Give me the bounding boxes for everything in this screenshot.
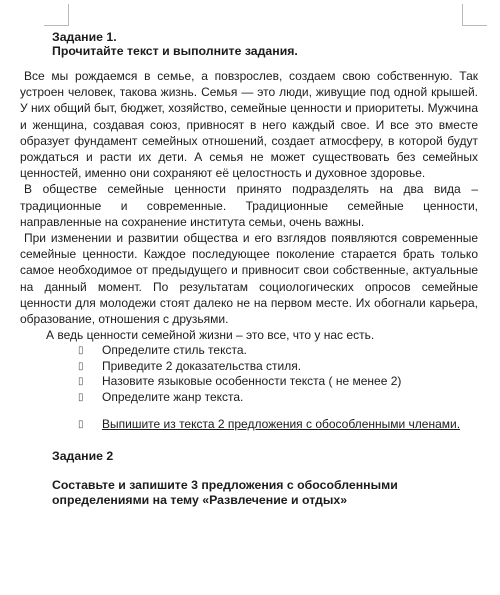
bullet-icon: ▯ [78,419,84,431]
task-list [78,343,478,433]
task-text: Назовите языковые особенности текста ( не менее 2) [102,374,402,389]
task-text: Определите стиль текста. [102,343,247,358]
task-1-title: Задание 1. [52,30,117,44]
task-text: Приведите 2 доказательства стиля. [102,358,302,373]
crop-mark-right-vertical [462,4,463,26]
bullet-icon: ▯ [78,345,84,357]
task-item [78,359,478,375]
task-2-body: Составьте и запишите 3 предложения с обособленными определениями на тему «Развлечение и отдых» [52,477,398,507]
task-text: Определите жанр текста. [102,389,244,404]
document-page [20,30,478,508]
task-1-instruction: Прочитайте текст и выполните задания. [52,44,298,58]
task-item [78,343,478,359]
crop-mark-left-vertical [68,4,69,26]
task-item [78,390,478,406]
closing-question: А ведь ценности семейной жизни – это все, что у нас есть. [46,328,375,343]
task-2-title: Задание 2 [52,448,114,463]
bullet-icon: ▯ [78,360,84,372]
task-item [78,374,478,390]
paragraph-1: Все мы рождаемся в семье, а повзрослев, создаем свою собственную. Так устроен человек, такова жизнь. Семья — это люди, живущие под одной крышей. У них общий быт, бюджет, хозяйство, семейные ценности и приоритеты. Мужчина и женщина, создавая союз, привносят в него каждый свое. И все это вместе образует фундамент семейных отношений, создает атмосферу, в которой будут рождаться и расти их дети. А семья не может существовать без семейных ценностей, именно они сохраняют её целостность и духовное здоровье. [20,69,478,181]
bullet-icon: ▯ [78,391,84,403]
task-text-underlined: Выпишите из текста 2 предложения с обособленными членами. [102,417,461,432]
paragraph-3: При изменении и развитии общества и его взглядов появляются современные семейные ценности. Каждое последующее поколение старается брать только самое необходимое от предыдущего и привносит свои собственные, актуальные на данный момент. По результатам социологических опросов семейные ценности для молодежи стоят далеко не на первом месте. Их обогнали карьера, образование, отношения с друзьями. [20,231,478,327]
crop-mark-right-horizontal [462,25,487,26]
bullet-icon: ▯ [78,376,84,388]
crop-mark-left-horizontal [44,25,69,26]
paragraph-2: В обществе семейные ценности принято подразделять на два вида – традиционные и современные. Традиционные семейные ценности, направленные на сохранение института семьи, очень важны. [20,182,478,229]
task-item [78,417,478,433]
